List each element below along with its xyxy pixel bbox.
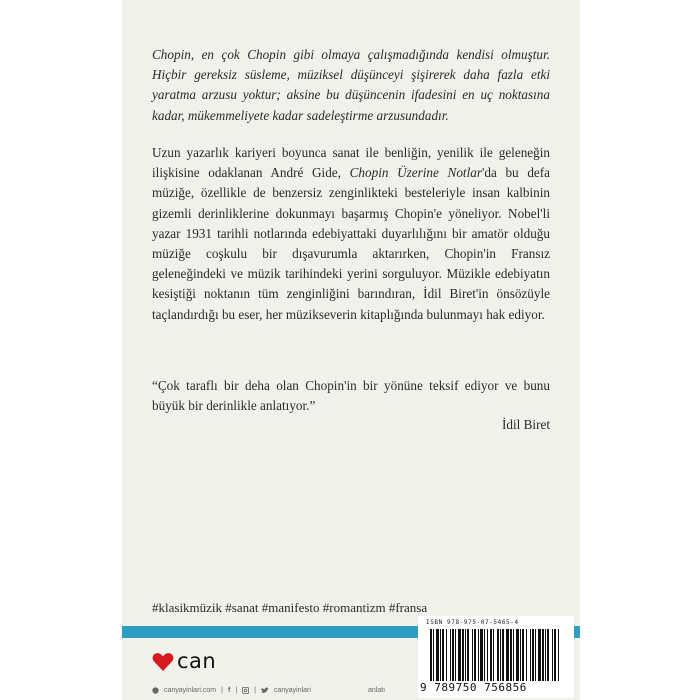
description-part-1: Uzun yazarlık kariyeri boyunca sanat ile benliğin, yenilik ile geleneğin ilişkisine odaklanan André Gide,	[152, 145, 550, 181]
hashtags: #klasikmüzik #sanat #manifesto #romantizm #fransa	[152, 600, 428, 615]
isbn-box	[418, 616, 574, 698]
website-link[interactable]: canyayinlari.com	[164, 687, 217, 694]
social-handle[interactable]: canyayinlari	[273, 687, 311, 694]
quote-author: İdil Biret	[502, 417, 550, 432]
barcode-icon	[430, 629, 562, 681]
intro-paragraph: Chopin, en çok Chopin gibi olmaya çalışmadığında kendisi olmuştur. Hiçbir gereksiz süsleme, müziksel düşünceyi şişirerek daha fazla etki yaratma arzusu yoktur; aksine bu düşüncenin ifadesini en uç noktasına kadar, mükemmeliyete kadar sadeleştirme arzusundadır.	[152, 47, 550, 123]
quote-text: “Çok taraflı bir deha olan Chopin'in bir yönüne teksif ediyor ve bunu büyük bir derinlikle anlatıyor.”	[152, 378, 550, 414]
divider: |	[221, 687, 223, 694]
globe-icon	[152, 687, 159, 694]
divider: |	[235, 687, 238, 694]
publisher-logo	[152, 651, 216, 672]
twitter-icon[interactable]	[261, 687, 269, 694]
divider: |	[254, 687, 256, 694]
book-title: Chopin Üzerine Notlar	[349, 165, 482, 181]
facebook-icon[interactable]: f	[227, 687, 231, 694]
heart-icon	[152, 652, 174, 672]
publisher-logo-text: can	[177, 649, 217, 673]
back-cover	[122, 0, 580, 700]
description-part-2: 'da bu defa müziğe, özellikle de benzersiz zenginlikteki besteleriyle insan kalbinin gizemli derinliklerine dokunmayı başarmış Chopin'e yöneliyor. Nobel'li yazar 1931 tarihli notlarında edebiyattaki duyarlılığını bir amatör olduğu müziğe coşkulu bir dışavurumla aktarırken, Chopin'in Fransız geleneğindeki ve müzik tarihindeki yerini sorguluyor. Müzikle edebiyatın kesiştiği noktanın tüm zenginliğini barındıran, İdil Biret'in önsözüyle taçlandırdığı bu eser, her müzikseverin kitaplığında bulunmayı hak ediyor.	[152, 165, 551, 322]
description-paragraph	[152, 143, 550, 325]
instagram-icon[interactable]	[242, 687, 249, 694]
footer-links	[152, 687, 311, 694]
genre-label: anlatı	[368, 687, 386, 694]
barcode-number: 9 789750 756856	[420, 681, 527, 694]
isbn-label: ISBN 978-975-07-5465-4	[426, 619, 519, 626]
